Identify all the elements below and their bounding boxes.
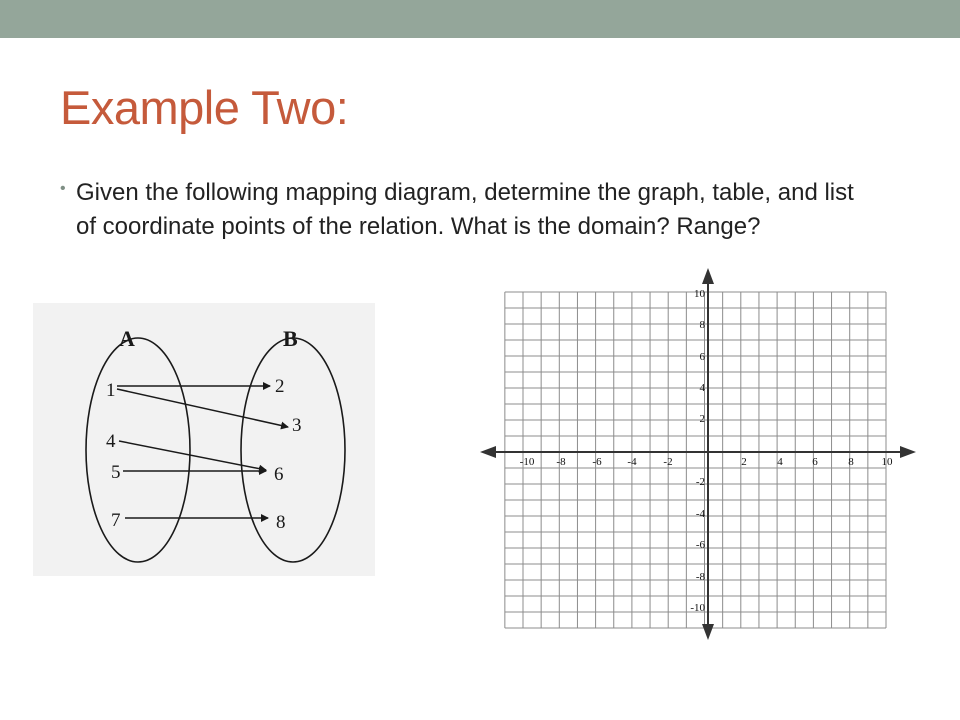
y-tick-label: -10: [690, 602, 705, 614]
range-value: 6: [274, 464, 284, 485]
bullet-text: Given the following mapping diagram, determine the graph, table, and list of coordinate points of the relation. What is the domain? Range?: [76, 179, 854, 240]
y-tick-label: -2: [695, 476, 705, 488]
mapping-diagram-svg: [33, 303, 375, 576]
top-accent-bar: [0, 0, 960, 38]
domain-value: 1: [106, 380, 116, 401]
y-axis-down-arrow-icon: [702, 624, 714, 640]
x-tick-label: 8: [848, 456, 854, 468]
y-tick-label: -4: [695, 508, 705, 520]
range-set-oval: [241, 338, 345, 562]
y-tick-label: 4: [699, 382, 705, 394]
range-value: 3: [292, 415, 302, 436]
y-tick-label: 10: [694, 288, 705, 300]
domain-value: 7: [111, 510, 121, 531]
x-tick-label: -2: [663, 456, 673, 468]
x-tick-label: 10: [881, 456, 893, 468]
x-tick-label: 4: [777, 456, 783, 468]
y-axis-up-arrow-icon: [702, 268, 714, 284]
range-value: 8: [276, 512, 286, 533]
bullet-item: [60, 176, 870, 244]
domain-set-oval: [86, 338, 190, 562]
x-axis-right-arrow-icon: [900, 446, 916, 458]
mapping-diagram: [33, 303, 375, 576]
x-tick-label: 2: [741, 456, 747, 468]
x-tick-label: -10: [519, 456, 535, 468]
range-value: 2: [275, 376, 285, 397]
coordinate-grid: [470, 262, 920, 647]
bullet-dot-icon: •: [60, 180, 66, 197]
x-tick-label: -8: [556, 456, 566, 468]
arrow-4-to-6: [119, 441, 266, 470]
x-tick-label: 6: [812, 456, 818, 468]
x-tick-label: -6: [592, 456, 602, 468]
x-tick-label: -4: [627, 456, 637, 468]
y-tick-label: -6: [695, 539, 705, 551]
set-b-label: B: [283, 326, 298, 351]
y-tick-label: 2: [699, 413, 705, 425]
y-tick-label: 6: [699, 351, 705, 363]
x-axis-left-arrow-icon: [480, 446, 496, 458]
y-tick-label: 8: [699, 319, 705, 331]
arrow-1-to-3: [117, 389, 288, 427]
set-a-label: A: [119, 326, 135, 351]
domain-value: 5: [111, 462, 121, 483]
slide-title: Example Two:: [60, 81, 349, 134]
domain-value: 4: [106, 431, 116, 452]
y-tick-label: -8: [695, 571, 705, 583]
